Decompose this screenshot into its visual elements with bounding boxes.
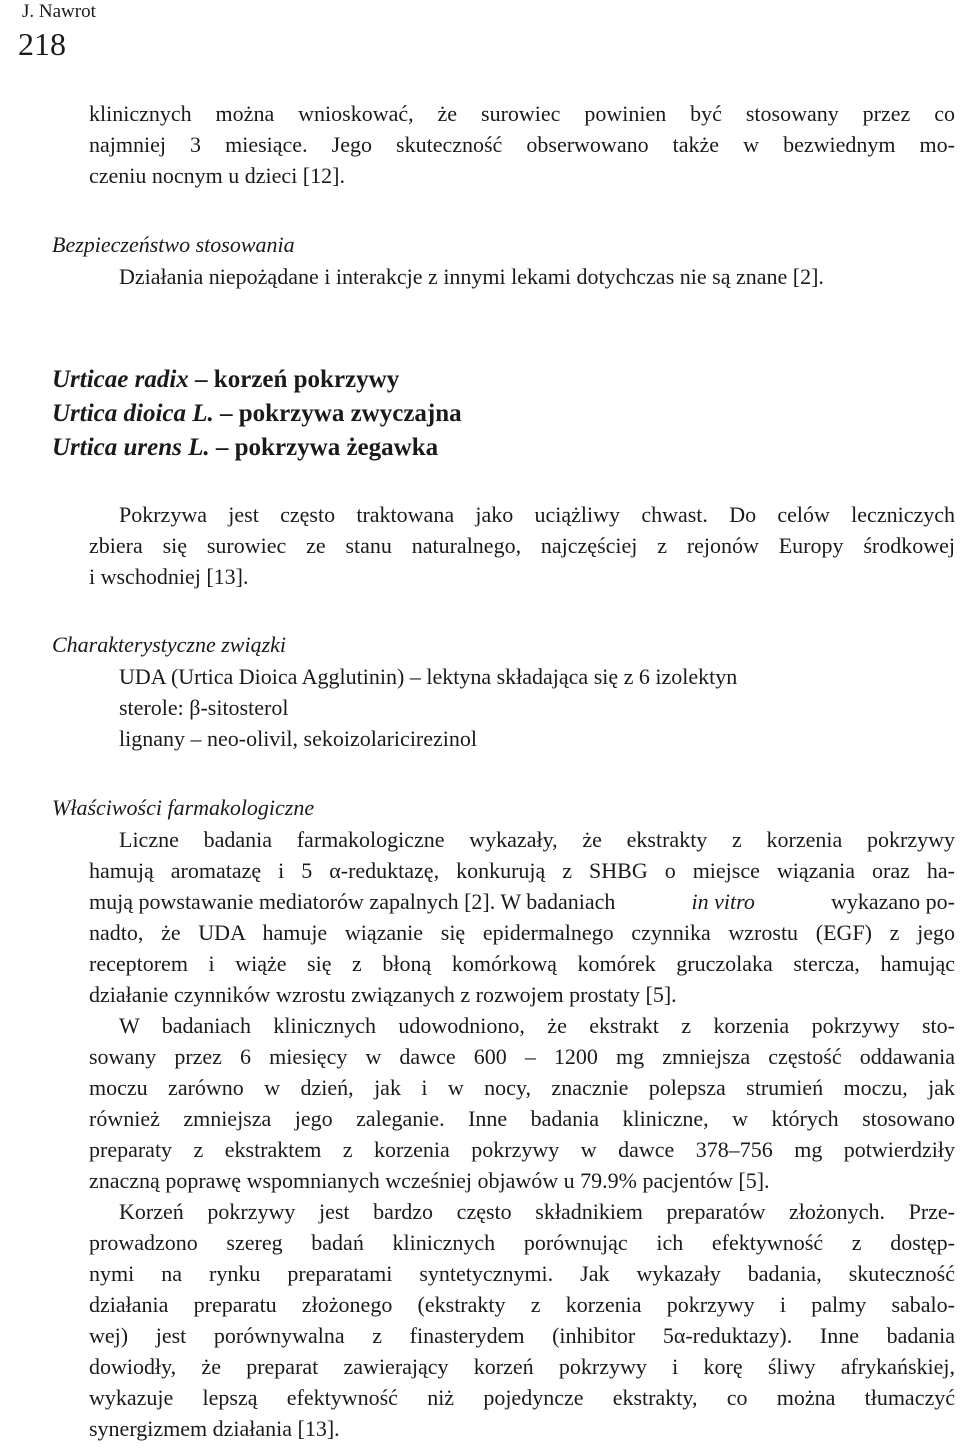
pharmacology-line: wej) jest porównywalna z finasterydem (inhibitor 5α-reduktazy). Inne badania <box>89 1323 955 1348</box>
pharmacology-line: wykazuje lepszą efektywność niż pojedyncze ekstrakty, co można tłumaczyć <box>89 1385 955 1410</box>
pharmacology-line: receptorem i wiąże się z błoną komórkową komórek gruczolaka stercza, hamując <box>89 951 955 976</box>
intro-line: czeniu nocnym u dzieci [12]. <box>89 163 345 188</box>
pharmacology-line: synergizmem działania [13]. <box>89 1416 340 1441</box>
polish-name: – korzeń pokrzywy <box>195 366 400 393</box>
latin-name: Urticae radix <box>52 366 189 393</box>
description-line: Pokrzywa jest często traktowana jako uciążliwy chwast. Do celów leczniczych <box>119 502 955 527</box>
running-header-author: J. Nawrot <box>22 1 96 22</box>
intro-line: klinicznych można wnioskować, że surowiec powinien być stosowany przez co <box>89 101 955 126</box>
pharmacology-line: hamują aromatazę i 5 α-reduktazę, konkurują z SHBG o miejsce wiązania oraz ha- <box>89 858 955 883</box>
section-heading-pharmacology: Właściwości farmakologiczne <box>52 795 315 820</box>
pharmacology-line: moczu zarówno w dzień, jak i w nocy, znacznie polepsza strumień moczu, jak <box>89 1075 955 1100</box>
polish-name: – pokrzywa zwyczajna <box>220 400 462 427</box>
compound-item: sterole: β-sitosterol <box>119 695 289 720</box>
section-heading-safety: Bezpieczeństwo stosowania <box>52 232 295 257</box>
description-line: i wschodniej [13]. <box>89 564 249 589</box>
compound-item: lignany – neo-olivil, sekoizolaricirezinol <box>119 726 478 751</box>
pharmacology-line: preparaty z ekstraktem z korzenia pokrzywy w dawce 378–756 mg potwierdziły <box>89 1137 955 1162</box>
pharmacology-line: prowadzono szereg badań klinicznych porównując ich efektywność z dostęp- <box>89 1230 955 1255</box>
pharmacology-line: Liczne badania farmakologiczne wykazały, że ekstrakty z korzenia pokrzywy <box>119 827 955 852</box>
page-number: 218 <box>18 26 66 62</box>
pharmacology-line-text: mują powstawanie mediatorów zapalnych [2]. W badaniach <box>89 889 616 914</box>
latin-name: Urtica dioica L. <box>52 400 214 427</box>
pharmacology-line: działania preparatu złożonego (ekstrakty z korzenia pokrzywy i palmy sabalo- <box>89 1292 955 1317</box>
monograph-title-line <box>52 367 399 392</box>
compound-item: UDA (Urtica Dioica Agglutinin) – lektyna składająca się z 6 izolektyn <box>119 664 738 689</box>
monograph-title-line <box>52 435 438 460</box>
pharmacology-line: nymi na rynku preparatami syntetycznymi. Jak wykazały badania, skuteczność <box>89 1261 955 1286</box>
pharmacology-line: znaczną poprawę wspomnianych wcześniej objawów u 79.9% pacjentów [5]. <box>89 1168 770 1193</box>
pharmacology-line: sowany przez 6 miesięcy w dawce 600 – 1200 mg zmniejsza częstość oddawania <box>89 1044 955 1069</box>
polish-name: – pokrzywa żegawka <box>215 434 439 461</box>
pharmacology-line: również zmniejsza jego zaleganie. Inne badania kliniczne, w których stosowano <box>89 1106 955 1131</box>
pharmacology-line: Korzeń pokrzywy jest bardzo często składnikiem preparatów złożonych. Prze- <box>119 1199 955 1224</box>
pharmacology-line: W badaniach klinicznych udowodniono, że ekstrakt z korzenia pokrzywy sto- <box>119 1013 955 1038</box>
latin-name: Urtica urens L. <box>52 434 210 461</box>
pharmacology-line <box>89 891 955 913</box>
monograph-title-line <box>52 401 462 426</box>
section-heading-compounds: Charakterystyczne związki <box>52 632 287 657</box>
pharmacology-line: dowiodły, że preparat zawierający korzeń pokrzywy i korę śliwy afrykańskiej, <box>89 1354 955 1379</box>
intro-line: najmniej 3 miesiące. Jego skuteczność obserwowano także w bezwiednym mo- <box>89 132 955 157</box>
description-line: zbiera się surowiec ze stanu naturalnego, najczęściej z rejonów Europy środkowej <box>89 533 955 558</box>
pharmacology-line: działanie czynników wzrostu związanych z rozwojem prostaty [5]. <box>89 982 677 1007</box>
pharmacology-line-text: wykazano po- <box>830 889 955 914</box>
safety-text: Działania niepożądane i interakcje z innymi lekami dotychczas nie są znane [2]. <box>119 264 824 289</box>
in-vitro-term: in vitro <box>691 889 755 914</box>
pharmacology-line: nadto, że UDA hamuje wiązanie się epidermalnego czynnika wzrostu (EGF) z jego <box>89 920 955 945</box>
